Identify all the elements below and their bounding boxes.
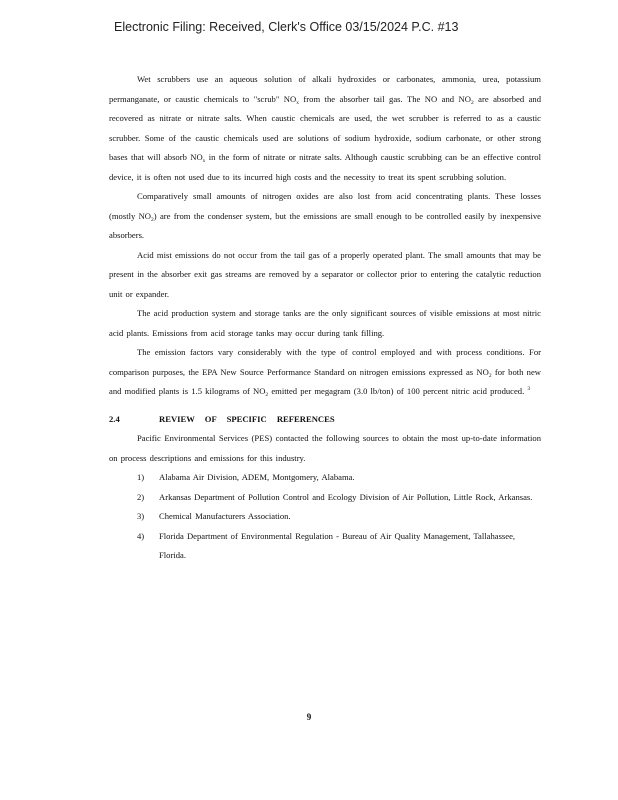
subscript: 2 [151, 216, 154, 223]
text-run: Comparatively small amounts of nitrogen oxides are also lost from acid concentrating plants. These losses (mostly NO [109, 191, 541, 221]
list-number: 3) [137, 511, 145, 521]
paragraph-acid-concentrating [109, 187, 541, 246]
list-text: Chemical Manufacturers Association. [159, 511, 291, 521]
list-item [109, 507, 541, 527]
list-item [109, 468, 541, 488]
section-title: REVIEW OF SPECIFIC REFERENCES [159, 413, 335, 424]
subscript: 2 [470, 99, 474, 106]
text-run: emitted per megagram (3.0 lb/ton) of 100 percent nitric acid produced. [268, 386, 525, 396]
reference-list [109, 468, 541, 566]
list-text: Florida Department of Environmental Regulation - Bureau of Air Quality Management, Tallahassee, Florida. [159, 530, 516, 560]
text-run: for both new and modified plants is 1.5 kilograms of NO [109, 366, 542, 396]
subscript: x [202, 158, 206, 164]
text-run: Wet scrubbers use an aqueous solution of alkali hydroxides or carbonates, ammonia, urea, potassium permanganate, or caustic chemicals to "scrub" NO [109, 74, 541, 104]
list-text: Alabama Air Division, ADEM, Montgomery, Alabama. [159, 472, 355, 482]
paragraph-acid-mist: Acid mist emissions do not occur from the tail gas of a properly operated plant. The small amounts that may be present in the absorber exit gas streams are removed by a separator or collector prior to entering the catalytic reduction unit or expander. [109, 249, 541, 299]
text-run: in the form of nitrate or nitrate salts. Although caustic scrubbing can be an effective control device, it is often not used due to its incurred high costs and the necessity to treat its spent scrubbing solution. [109, 152, 541, 182]
text-run: from the absorber tail gas. The NO and NO [298, 93, 471, 104]
filing-header: Electronic Filing: Received, Clerk's Office 03/15/2024 P.C. #13 [114, 20, 459, 34]
paragraph-visible-emissions: The acid production system and storage tanks are the only significant sources of visible emissions at most nitric acid plants. Emissions from acid storage tanks may occur during tank filling. [109, 308, 541, 338]
text-run: are absorbed and recovered as nitrate or nitrate salts. When caustic chemicals are used, the wet scrubber is referred to as a caustic scrubber. Some of the caustic chemicals used are solutions of sodium hydroxide, sodium carbonate, or other strong bases that will absorb NO [109, 93, 541, 162]
section-heading [109, 410, 541, 430]
document-body [109, 70, 541, 566]
page-number: 9 [306, 712, 312, 722]
text-run: ) are from the condenser system, but the emissions are small enough to be controlled easily by inexpensive absorbers. [109, 210, 541, 240]
paragraph-wet-scrubbers [109, 70, 541, 187]
list-item [109, 488, 541, 508]
paragraph-pes-contacts: Pacific Environmental Services (PES) contacted the following sources to obtain the most up-to-date information on process descriptions and emissions for this industry. [109, 433, 541, 463]
section-number: 2.4 [109, 413, 120, 424]
subscript: x [296, 99, 299, 106]
subscript: 2 [265, 392, 269, 398]
footnote-ref: 3 [527, 386, 531, 392]
list-number: 4) [137, 530, 145, 541]
list-item [109, 527, 541, 566]
paragraph-emission-factors [109, 343, 541, 402]
subscript: 2 [488, 372, 492, 379]
list-text: Arkansas Department of Pollution Control and Ecology Division of Air Pollution, Little Rock, Arkansas. [159, 491, 533, 502]
list-number: 1) [137, 472, 145, 482]
text-run: The emission factors vary considerably with the type of control employed and with process conditions. For comparison purposes, the EPA New Source Performance Standard on nitrogen emissions expressed as NO [109, 347, 541, 377]
list-number: 2) [137, 491, 145, 502]
